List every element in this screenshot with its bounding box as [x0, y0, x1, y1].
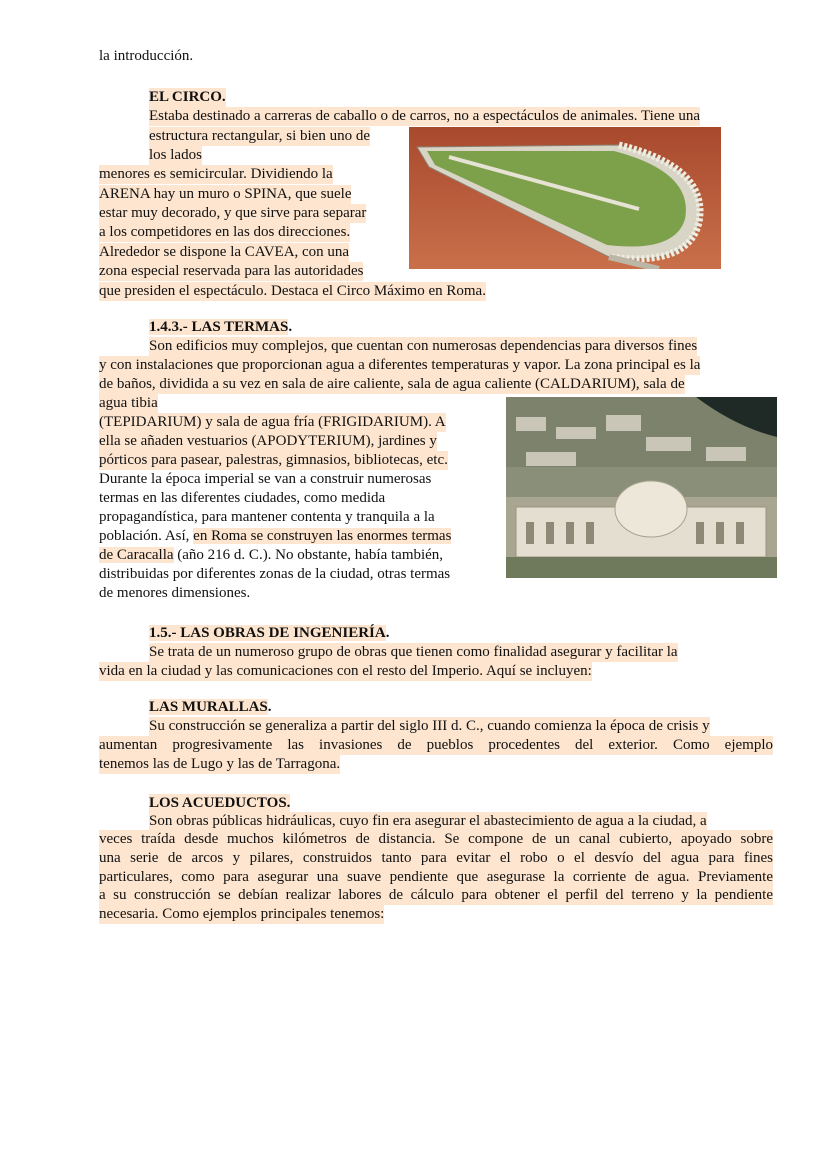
acueductos-line-1: Son obras públicas hidráulicas, cuyo fin era asegurar el abastecimiento de agua a la ciudad, a [149, 813, 707, 829]
termas-heading: 1.4.3.- LAS TERMAS [149, 319, 289, 335]
termas-line-12a: de Caracalla [99, 547, 174, 563]
termas-heading-dot: . [288, 319, 293, 335]
termas-line-1: Son edificios muy complejos, que cuentan con numerosas dependencias para diversos fines [149, 338, 698, 354]
circo-line-10: que presiden el espectáculo. Destaca el Circo Máximo en Roma. [99, 283, 486, 299]
termas-line-6: ella se añaden vestuarios (APODYTERIUM), jardines y [99, 433, 437, 449]
circo-line-7: a los competidores en las dos direcciones. [99, 224, 351, 240]
circo-line-8: Alrededor se dispone la CAVEA, con una [99, 244, 350, 260]
termas-line-7: pórticos para pasear, palestras, gimnasios, bibliotecas, etc. [99, 452, 448, 468]
termas-line-12 [99, 546, 443, 565]
circo-line-9: zona especial reservada para las autoridades [99, 263, 364, 279]
termas-line-11 [99, 527, 451, 546]
murallas-line-1: Su construcción se generaliza a partir del siglo III d. C., cuando comienza la época de crisis y [149, 718, 710, 734]
obras-heading-row [149, 624, 389, 643]
termas-line-13: distribuidas por diferentes zonas de la ciudad, otras termas [99, 566, 451, 582]
baths-image [506, 397, 777, 578]
termas-line-11a: población. Así, [99, 528, 194, 544]
murallas-line-3: tenemos las de Lugo y las de Tarragona. [99, 756, 341, 772]
acueductos-heading: LOS ACUEDUCTOS. [149, 795, 291, 811]
termas-line-2: y con instalaciones que proporcionan agua a diferentes temperaturas y vapor. La zona principal es la [99, 357, 701, 373]
circo-line-5: ARENA hay un muro o SPINA, que suele [99, 186, 352, 202]
circo-line-3: los lados [149, 147, 202, 163]
termas-line-3: de baños, dividida a su vez en sala de aire caliente, sala de agua caliente (CALDARIUM), sala de [99, 376, 685, 392]
termas-line-12b: (año 216 d. C.). No obstante, había también, [173, 547, 444, 563]
termas-line-11b: en Roma se construyen las enormes termas [193, 528, 452, 544]
termas-line-5: (TEPIDARIUM) y sala de agua fría (FRIGIDARIUM). A [99, 414, 446, 430]
termas-line-8: Durante la época imperial se van a construir numerosas [99, 471, 432, 487]
circo-line-2: estructura rectangular, si bien uno de [149, 128, 370, 144]
acueductos-line-3: una serie de arcos y pilares, construidos tanto para evitar el robo o el desvío del agua para fines [99, 850, 773, 866]
acueductos-line-4: particulares, como para asegurar una suave pendiente que asegurase la corriente de agua. Previamente [99, 869, 773, 885]
termas-line-10: propagandística, para mantener contenta y tranquila a la [99, 509, 435, 525]
circo-heading: EL CIRCO. [149, 89, 226, 105]
termas-line-4: agua tibia [99, 395, 158, 411]
murallas-heading: LAS MURALLAS [149, 699, 268, 715]
acueductos-line-2: veces traída desde muchos kilómetros de distancia. Se compone de un canal cubierto, apoyado sobre [99, 831, 773, 847]
circus-image [409, 127, 721, 269]
murallas-heading-row [149, 698, 272, 717]
termas-line-9: termas en las diferentes ciudades, como medida [99, 490, 386, 506]
obras-line-2: vida en la ciudad y las comunicaciones con el resto del Imperio. Aquí se incluyen: [99, 663, 592, 679]
intro-tail: la introducción. [99, 48, 194, 64]
circo-line-1: Estaba destinado a carreras de caballo o de carros, no a espectáculos de animales. Tiene una [149, 108, 701, 124]
acueductos-line-6: necesaria. Como ejemplos principales tenemos: [99, 906, 385, 922]
termas-line-14: de menores dimensiones. [99, 585, 251, 601]
murallas-line-2: aumentan progresivamente las invasiones de pueblos procedentes del exterior. Como ejemplo [99, 737, 773, 753]
obras-heading: 1.5.- LAS OBRAS DE INGENIERÍA [149, 625, 386, 641]
termas-heading-row [149, 318, 292, 337]
obras-line-1: Se trata de un numeroso grupo de obras que tienen como finalidad asegurar y facilitar la [149, 644, 678, 660]
obras-heading-dot: . [385, 625, 390, 641]
acueductos-line-5: a su construcción se debían realizar labores de cálculo para obtener el perfil del terreno y la pendiente [99, 887, 773, 903]
circo-line-6: estar muy decorado, y que sirve para separar [99, 205, 367, 221]
murallas-heading-dot: . [267, 699, 272, 715]
circo-line-4: menores es semicircular. Dividiendo la [99, 166, 333, 182]
